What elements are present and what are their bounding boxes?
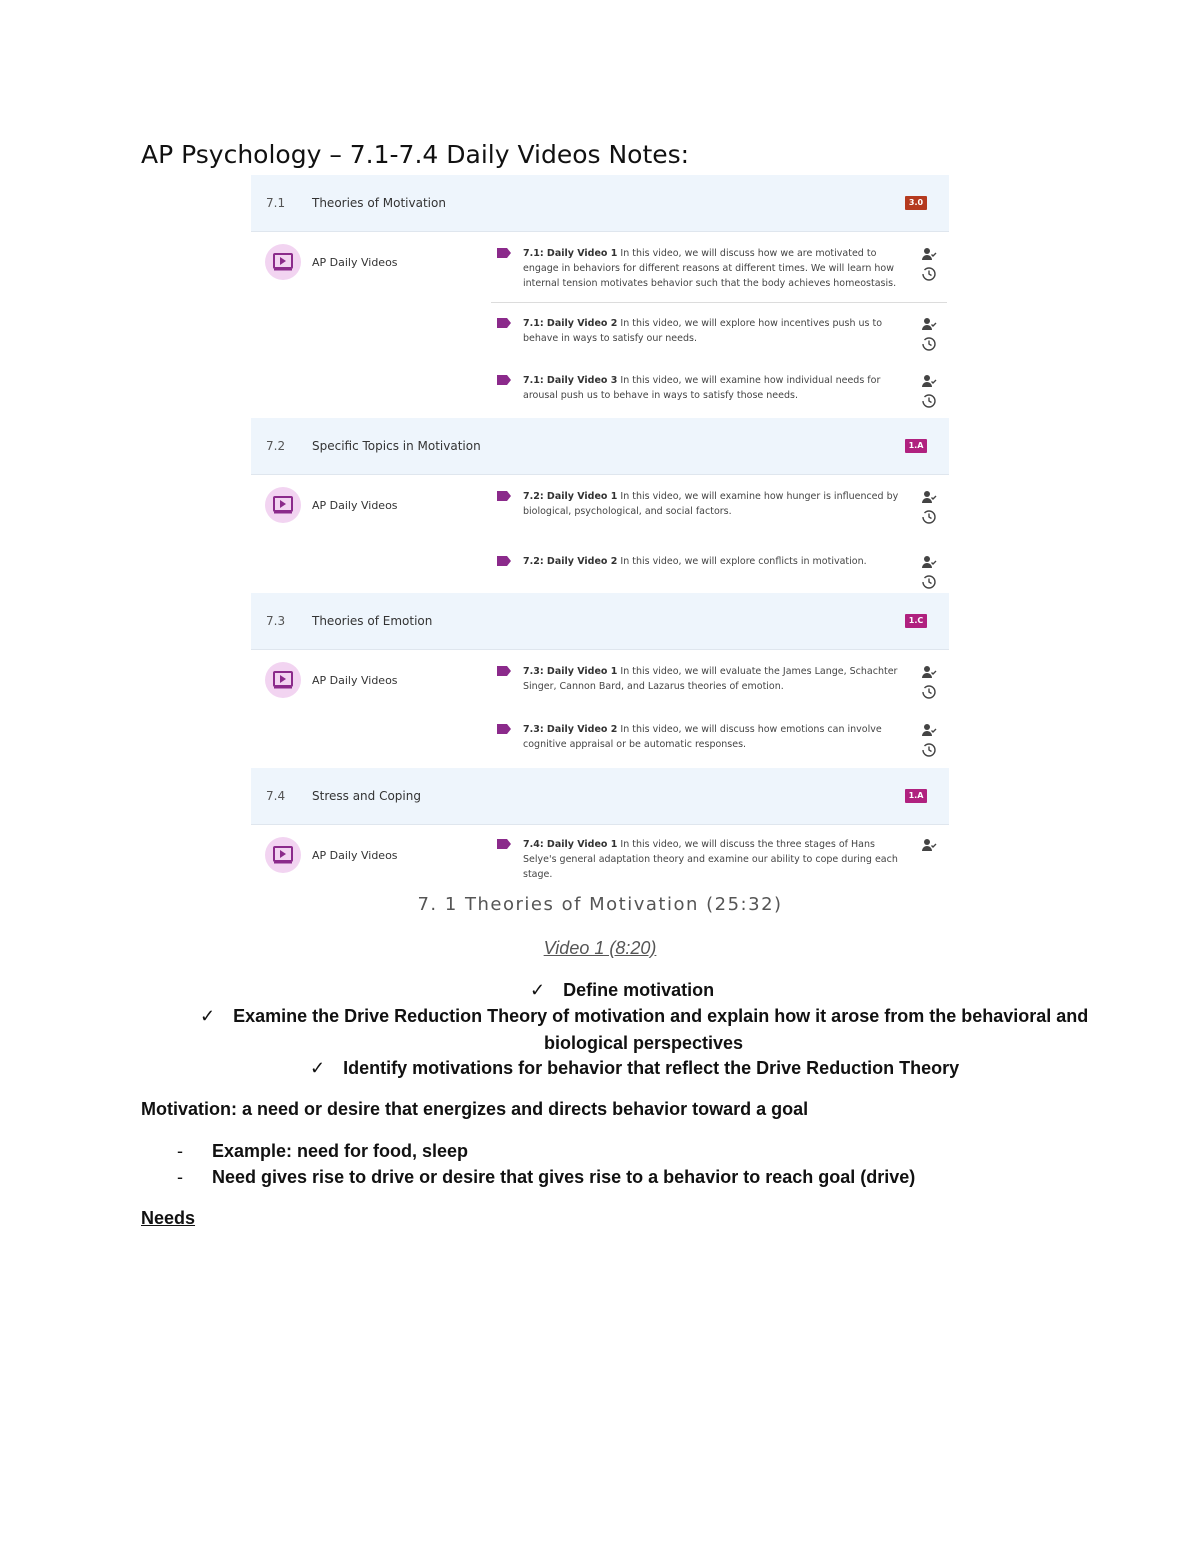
unit-header[interactable] bbox=[251, 418, 949, 475]
video-title[interactable]: 7.4: Daily Video 1 bbox=[523, 839, 618, 850]
video-tag-icon bbox=[497, 839, 511, 849]
video-description[interactable] bbox=[523, 722, 903, 752]
play-video-icon[interactable] bbox=[265, 487, 301, 523]
unit-number: 7.2 bbox=[266, 439, 286, 453]
video-title[interactable]: 7.3: Daily Video 2 bbox=[523, 724, 618, 735]
video-tag-icon bbox=[497, 318, 511, 328]
assign-user-icon[interactable] bbox=[921, 722, 937, 738]
schedule-clock-icon[interactable] bbox=[921, 336, 937, 352]
schedule-clock-icon[interactable] bbox=[921, 742, 937, 758]
unit-videos bbox=[251, 825, 949, 880]
video-title[interactable]: 7.1: Daily Video 1 bbox=[523, 248, 618, 259]
bullet-dash: - bbox=[177, 1141, 183, 1161]
video-desc-text: In this video, we will examine how hunger is influenced by biological, psychological, and social factors. bbox=[523, 491, 899, 517]
ap-daily-videos-label[interactable]: AP Daily Videos bbox=[312, 849, 398, 862]
video-description[interactable] bbox=[523, 373, 903, 403]
row-actions bbox=[921, 664, 939, 704]
skill-badge: 1.A bbox=[905, 439, 927, 453]
schedule-clock-icon[interactable] bbox=[921, 574, 937, 590]
check-icon: ✓ bbox=[200, 1006, 216, 1026]
skill-badge: 1.A bbox=[905, 789, 927, 803]
row-actions bbox=[921, 373, 939, 413]
motivation-definition: Motivation: a need or desire that energizes and directs behavior toward a goal bbox=[141, 1099, 809, 1119]
schedule-clock-icon[interactable] bbox=[921, 684, 937, 700]
video-description[interactable] bbox=[523, 316, 903, 346]
schedule-clock-icon[interactable] bbox=[921, 266, 937, 282]
unit-header[interactable] bbox=[251, 175, 949, 232]
unit-title: Specific Topics in Motivation bbox=[312, 439, 481, 453]
unit-title: Stress and Coping bbox=[312, 789, 421, 803]
skill-badge: 3.0 bbox=[905, 196, 927, 210]
play-video-icon[interactable] bbox=[265, 244, 301, 280]
schedule-clock-icon[interactable] bbox=[921, 509, 937, 525]
needs-heading: Needs bbox=[141, 1208, 196, 1228]
video-tag-icon bbox=[497, 375, 511, 385]
course-units-screenshot bbox=[251, 175, 949, 880]
bullet-item: Example: need for food, sleep bbox=[212, 1141, 469, 1161]
unit-title: Theories of Motivation bbox=[312, 196, 446, 210]
assign-user-icon[interactable] bbox=[921, 837, 937, 853]
video-tag-icon bbox=[497, 491, 511, 501]
bullet-item: Need gives rise to drive or desire that gives rise to a behavior to reach goal (drive) bbox=[212, 1167, 916, 1187]
video-description[interactable] bbox=[523, 837, 903, 882]
assign-user-icon[interactable] bbox=[921, 373, 937, 389]
unit-videos bbox=[251, 650, 949, 768]
assign-user-icon[interactable] bbox=[921, 554, 937, 570]
schedule-clock-icon[interactable] bbox=[921, 393, 937, 409]
unit-number: 7.3 bbox=[266, 614, 286, 628]
video-title[interactable]: 7.2: Daily Video 2 bbox=[523, 556, 618, 567]
video-desc-text: In this video, we will explore conflicts in motivation. bbox=[620, 556, 867, 567]
video-title[interactable]: 7.1: Daily Video 2 bbox=[523, 318, 618, 329]
section-heading: 7. 1 Theories of Motivation (25:32) bbox=[417, 894, 783, 915]
row-actions bbox=[921, 316, 939, 356]
video-row[interactable] bbox=[491, 554, 947, 594]
unit-number: 7.1 bbox=[266, 196, 286, 210]
ap-daily-videos-label[interactable]: AP Daily Videos bbox=[312, 674, 398, 687]
check-icon: ✓ bbox=[310, 1058, 326, 1078]
video-description[interactable] bbox=[523, 489, 903, 519]
video-row[interactable] bbox=[491, 489, 947, 529]
assign-user-icon[interactable] bbox=[921, 664, 937, 680]
unit-header[interactable] bbox=[251, 593, 949, 650]
video-heading: Video 1 (8:20) bbox=[543, 938, 657, 958]
video-tag-icon bbox=[497, 556, 511, 566]
video-row[interactable] bbox=[491, 373, 947, 413]
video-desc-text: In this video, we will explore how incentives push us to behave in ways to satisfy our needs. bbox=[523, 318, 883, 344]
unit-title: Theories of Emotion bbox=[312, 614, 433, 628]
video-desc-text: In this video, we will discuss how we are motivated to engage in behaviors for different reasons at different times. We will learn how internal tension motivates behavior such that the body achieves homeostasis. bbox=[523, 248, 897, 289]
skill-badge: 1.C bbox=[905, 614, 927, 628]
ap-daily-videos-label[interactable]: AP Daily Videos bbox=[312, 256, 398, 269]
video-row[interactable] bbox=[491, 664, 947, 704]
row-actions bbox=[921, 246, 939, 286]
video-row[interactable] bbox=[491, 722, 947, 762]
objective-item-continuation: biological perspectives bbox=[544, 1033, 744, 1053]
video-title[interactable]: 7.3: Daily Video 1 bbox=[523, 666, 618, 677]
bullet-dash: - bbox=[177, 1167, 183, 1187]
row-actions bbox=[921, 837, 939, 857]
video-tag-icon bbox=[497, 666, 511, 676]
row-actions bbox=[921, 554, 939, 594]
video-desc-text: In this video, we will evaluate the James Lange, Schachter Singer, Cannon Bard, and Lazarus theories of emotion. bbox=[523, 666, 898, 692]
play-video-icon[interactable] bbox=[265, 662, 301, 698]
unit-number: 7.4 bbox=[266, 789, 286, 803]
unit-header[interactable] bbox=[251, 768, 949, 825]
document-title: AP Psychology – 7.1-7.4 Daily Videos Notes: bbox=[141, 140, 690, 169]
video-desc-text: In this video, we will discuss how emotions can involve cognitive appraisal or be automatic responses. bbox=[523, 724, 882, 750]
video-description[interactable] bbox=[523, 246, 903, 291]
video-description[interactable] bbox=[523, 554, 903, 569]
row-actions bbox=[921, 489, 939, 529]
video-row[interactable] bbox=[491, 837, 947, 880]
video-description[interactable] bbox=[523, 664, 903, 694]
video-title[interactable]: 7.2: Daily Video 1 bbox=[523, 491, 618, 502]
video-tag-icon bbox=[497, 248, 511, 258]
video-row[interactable] bbox=[491, 316, 947, 356]
video-title[interactable]: 7.1: Daily Video 3 bbox=[523, 375, 618, 386]
video-tag-icon bbox=[497, 724, 511, 734]
check-icon: ✓ bbox=[530, 980, 546, 1000]
assign-user-icon[interactable] bbox=[921, 489, 937, 505]
video-row[interactable] bbox=[491, 246, 947, 303]
objective-item: ✓ Define motivation bbox=[530, 980, 715, 1000]
objective-item: ✓ Identify motivations for behavior that reflect the Drive Reduction Theory bbox=[310, 1058, 960, 1078]
video-desc-text: In this video, we will examine how individual needs for arousal push us to behave in ways to satisfy those needs. bbox=[523, 375, 881, 401]
objective-item: ✓ Examine the Drive Reduction Theory of motivation and explain how it arose from the behavioral and bbox=[200, 1006, 1089, 1026]
assign-user-icon[interactable] bbox=[921, 316, 937, 332]
ap-daily-videos-label[interactable]: AP Daily Videos bbox=[312, 499, 398, 512]
unit-videos bbox=[251, 232, 949, 418]
assign-user-icon[interactable] bbox=[921, 246, 937, 262]
unit-videos bbox=[251, 475, 949, 593]
play-video-icon[interactable] bbox=[265, 837, 301, 873]
video-desc-text: In this video, we will discuss the three stages of Hans Selye's general adaptation theory and examine our ability to cope during each stage. bbox=[523, 839, 898, 880]
row-actions bbox=[921, 722, 939, 762]
